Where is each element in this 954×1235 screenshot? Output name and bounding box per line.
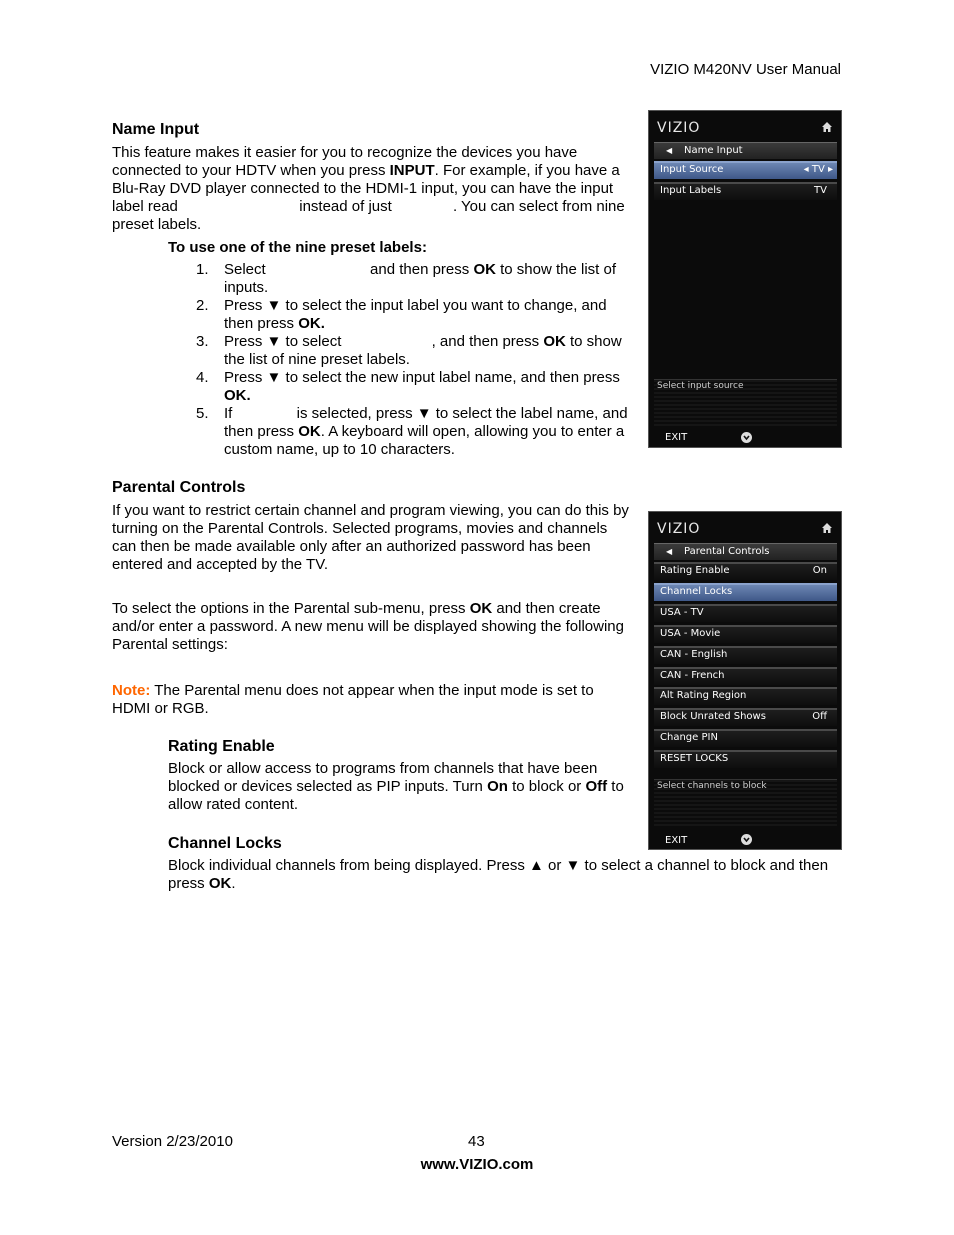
parental-submenu-instructions	[112, 600, 632, 654]
ok-key: OK.	[298, 315, 325, 332]
home-icon	[821, 121, 833, 133]
text: To select the options in the Parental sub-menu, press	[112, 600, 470, 617]
text: Press ▼ to select the new input label name, and then press	[224, 369, 620, 386]
step-number: 5.	[196, 405, 209, 422]
step-5	[168, 405, 634, 459]
menu-item-value: On	[812, 565, 827, 576]
text: .	[231, 875, 236, 892]
menu-item-label: Input Source	[660, 164, 724, 175]
menu-item-usa-tv[interactable]	[654, 604, 837, 622]
text: Press ▼ to select the input label you want to change, and then press	[224, 297, 607, 332]
text: The Parental menu does not appear when the input mode is set to HDMI or RGB.	[112, 682, 594, 717]
off-word: Off	[585, 778, 608, 795]
text: and then press	[365, 261, 474, 278]
preset-labels-subheading: To use one of the nine preset labels:	[168, 239, 427, 256]
steps-list	[168, 261, 634, 459]
menu-item-channel-locks[interactable]	[654, 583, 837, 601]
ok-key: OK	[473, 261, 496, 278]
back-arrow-icon[interactable]: ◀	[666, 547, 673, 556]
rating-enable-heading: Rating Enable	[168, 738, 275, 755]
vizio-logo: VIZIO	[657, 120, 701, 136]
menu-item-label: Input Labels	[660, 185, 722, 196]
menu-item-input-source[interactable]	[654, 161, 837, 179]
menu-item-value: TV	[814, 185, 827, 196]
step-number: 2.	[196, 297, 209, 314]
step-number: 4.	[196, 369, 209, 386]
chevron-down-icon[interactable]	[741, 834, 752, 845]
text: to show the list of inputs.	[224, 261, 616, 296]
menu-title: Parental Controls	[684, 546, 770, 557]
menu-item-alt-rating-region[interactable]	[654, 687, 837, 705]
ok-key: OK	[543, 333, 566, 350]
menu-item-input-labels[interactable]	[654, 182, 837, 200]
ok-key: OK	[208, 875, 232, 892]
text: This feature makes it easier for you to recognize the devices you have connected to your HDTV when you press	[112, 144, 578, 179]
help-text-area	[654, 379, 837, 426]
menu-item-label: Alt Rating Region	[660, 690, 747, 701]
ok-key: OK.	[224, 387, 251, 404]
menu-item-label: Change PIN	[660, 732, 718, 743]
menu-item-label: CAN - French	[660, 670, 725, 681]
step-2	[168, 297, 634, 333]
channel-locks-description	[168, 857, 838, 893]
menu-item-can-english[interactable]	[654, 646, 837, 664]
step-number: 1.	[196, 261, 209, 278]
text: and then create and/or enter a password. A new menu will be displayed showing the following Parental settings:	[112, 600, 624, 653]
menu-title: Name Input	[684, 145, 743, 156]
name-input-description	[112, 144, 632, 234]
manual-title: VIZIO M420NV User Manual	[650, 61, 841, 78]
rating-enable-description	[168, 760, 634, 814]
text: to block or	[507, 778, 586, 795]
step-number: 3.	[196, 333, 209, 350]
vizio-logo: VIZIO	[657, 521, 701, 537]
step-3	[168, 333, 634, 369]
menu-item-block-unrated-shows[interactable]	[654, 708, 837, 726]
menu-item-rating-enable[interactable]	[654, 562, 837, 580]
menu-item-label: USA - TV	[660, 607, 704, 618]
tv-screenshot-name-input	[648, 110, 842, 448]
text: to show the list of nine preset labels.	[224, 333, 622, 368]
step-4	[168, 369, 634, 405]
menu-item-label: Rating Enable	[660, 565, 730, 576]
parental-description: If you want to restrict certain channel and program viewing, you can do this by turning on the Parental Controls. Selected programs, movies and channels can then be made available only after an authorized password has been entered and accepted by the TV.	[112, 502, 629, 573]
text: Block or allow access to programs from channels that have been blocked or devices selected as PIP inputs. Turn	[168, 760, 598, 795]
parental-note	[112, 682, 632, 718]
menu-title-bar	[654, 543, 837, 560]
name-input-heading: Name Input	[112, 121, 200, 138]
website-link[interactable]: www.VIZIO.com	[420, 1156, 534, 1173]
menu-item-can-french[interactable]	[654, 667, 837, 685]
home-icon	[821, 522, 833, 534]
menu-item-label: Channel Locks	[660, 586, 733, 597]
text: . You can select from nine preset labels.	[112, 198, 625, 233]
menu-item-reset-locks[interactable]	[654, 750, 837, 768]
on-word: On	[487, 778, 508, 795]
text: , and then press	[431, 333, 544, 350]
chevron-down-icon[interactable]	[741, 432, 752, 443]
text: Select	[224, 261, 270, 278]
text: is selected, press ▼ to select the label name, and then press	[224, 405, 628, 440]
menu-item-label: USA - Movie	[660, 628, 721, 639]
parental-controls-heading: Parental Controls	[112, 479, 246, 496]
tv-screenshot-parental-controls	[648, 511, 842, 850]
text: Press ▼ to select	[224, 333, 346, 350]
menu-item-label: CAN - English	[660, 649, 728, 660]
text: to allow rated content.	[168, 778, 624, 813]
menu-item-value: Off	[812, 711, 827, 722]
back-arrow-icon[interactable]: ◀	[666, 146, 673, 155]
text: . A keyboard will open, allowing you to enter a custom name, up to 10 characters.	[224, 423, 625, 458]
menu-item-usa-movie[interactable]	[654, 625, 837, 643]
help-text: Select channels to block	[657, 781, 767, 791]
menu-item-change-pin[interactable]	[654, 729, 837, 747]
exit-button[interactable]: EXIT	[665, 835, 688, 846]
help-text: Select input source	[657, 381, 744, 391]
menu-item-value: ◂ TV ▸	[803, 164, 833, 175]
text: Block individual channels from being displayed. Press ▲ or ▼ to select a channel to block and then press	[168, 857, 829, 892]
step-1	[168, 261, 634, 297]
text: instead of just	[295, 198, 396, 215]
input-key: INPUT	[389, 162, 435, 179]
channel-locks-heading: Channel Locks	[168, 835, 282, 852]
menu-title-bar	[654, 142, 837, 159]
ok-key: OK	[298, 423, 321, 440]
text: . For example, if you have a Blu-Ray DVD player connected to the HDMI-1 input, you can have the input label read	[112, 162, 620, 215]
menu-item-label: Block Unrated Shows	[660, 711, 766, 722]
text: If	[224, 405, 237, 422]
note-label: Note:	[112, 682, 151, 699]
help-text-area	[654, 779, 837, 826]
menu-item-label: RESET LOCKS	[660, 753, 729, 764]
page-number: 43	[468, 1133, 485, 1150]
exit-button[interactable]: EXIT	[665, 432, 688, 443]
version-text: Version 2/23/2010	[112, 1133, 233, 1150]
ok-key: OK	[469, 600, 493, 617]
